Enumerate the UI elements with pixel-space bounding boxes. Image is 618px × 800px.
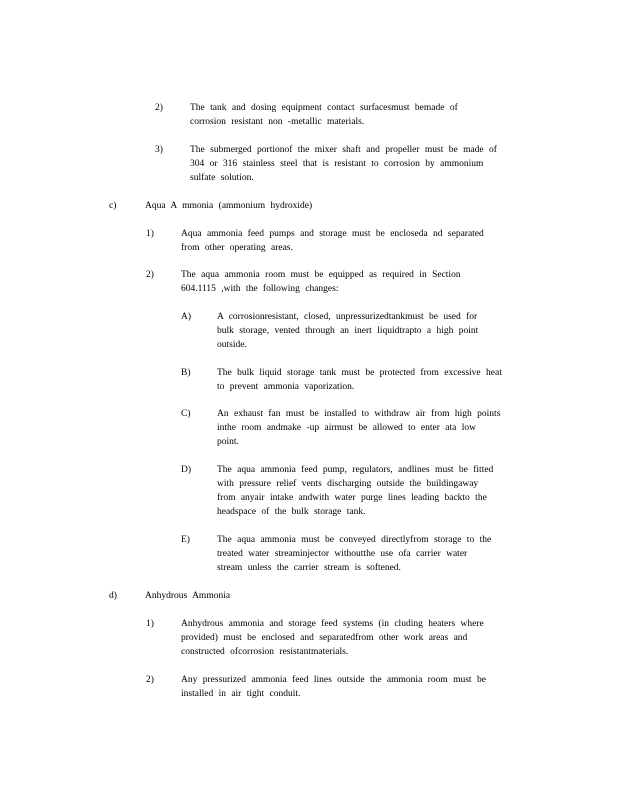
item-text-line: constructed ofcorrosion resistantmaterials. <box>181 647 349 657</box>
item-text-line: outside. <box>217 340 247 350</box>
item-text-line: to prevent ammonia vaporization. <box>217 382 355 392</box>
item-letter: A) <box>181 312 192 322</box>
item-text-line: The aqua ammonia room must be equipped as required in Section <box>181 270 461 280</box>
item-letter: E) <box>181 535 190 545</box>
item-text-line: 604.1115 ,with the following changes: <box>181 284 339 294</box>
section-letter: d) <box>109 591 117 601</box>
item-number: 3) <box>155 145 163 155</box>
item-number: 2) <box>146 675 154 685</box>
item-text-line: inthe room andmake -up airmust be allowed to enter ata low <box>217 423 476 433</box>
item-number: 2) <box>155 103 163 113</box>
item-text-line: The aqua ammonia must be conveyed directlyfrom storage to the <box>217 535 492 545</box>
item-text-line: with pressure relief vents discharging outside the buildingaway <box>217 479 479 489</box>
item-text-line: stream unless the carrier stream is softened. <box>217 563 401 573</box>
section-heading: Anhydrous Ammonia <box>145 591 231 601</box>
item-text-line: bulk storage, vented through an inert liquidtrapto a high point <box>217 326 479 336</box>
item-text-line: provided) must be enclosed and separatedfrom other work areas and <box>181 633 468 643</box>
item-number: 1) <box>146 619 154 629</box>
section-letter: c) <box>109 201 117 211</box>
item-text-line: installed in air tight conduit. <box>181 689 301 699</box>
item-text-line: point. <box>217 437 239 447</box>
item-text-line: Any pressurized ammonia feed lines outside the ammonia room must be <box>181 675 486 685</box>
item-text-line: The aqua ammonia feed pump, regulators, andlines must be fitted <box>217 465 494 475</box>
item-letter: D) <box>181 465 192 475</box>
item-text-line: 304 or 316 stainless steel that is resistant to corrosion by ammonium <box>190 159 484 169</box>
item-text-line: The submerged portionof the mixer shaft and propeller must be made of <box>190 145 497 155</box>
item-letter: C) <box>181 409 191 419</box>
item-text-line: Aqua ammonia feed pumps and storage must be encloseda nd separated <box>181 229 484 239</box>
item-text-line: treated water streaminjector withoutthe use ofa carrier water <box>217 549 468 559</box>
item-text-line: corrosion resistant non -metallic materials. <box>190 117 365 127</box>
item-text-line: sulfate solution. <box>190 173 254 183</box>
section-heading: Aqua A mmonia (ammonium hydroxide) <box>145 201 313 211</box>
item-text-line: headspace of the bulk storage tank. <box>217 507 366 517</box>
item-number: 1) <box>146 229 154 239</box>
item-text-line: The tank and dosing equipment contact surfacesmust bemade of <box>190 103 458 113</box>
item-number: 2) <box>146 270 154 280</box>
item-text-line: The bulk liquid storage tank must be protected from excessive heat <box>217 368 502 378</box>
item-text-line: An exhaust fan must be installed to withdraw air from high points <box>217 409 501 419</box>
item-text-line: A corrosionresistant, closed, unpressurizedtankmust be used for <box>217 312 478 322</box>
item-text-line: from anyair intake andwith water purge lines leading backto the <box>217 493 487 503</box>
item-text-line: from other operating areas. <box>181 243 293 253</box>
item-letter: B) <box>181 368 191 378</box>
item-text-line: Anhydrous ammonia and storage feed systems (in cluding heaters where <box>181 619 484 629</box>
